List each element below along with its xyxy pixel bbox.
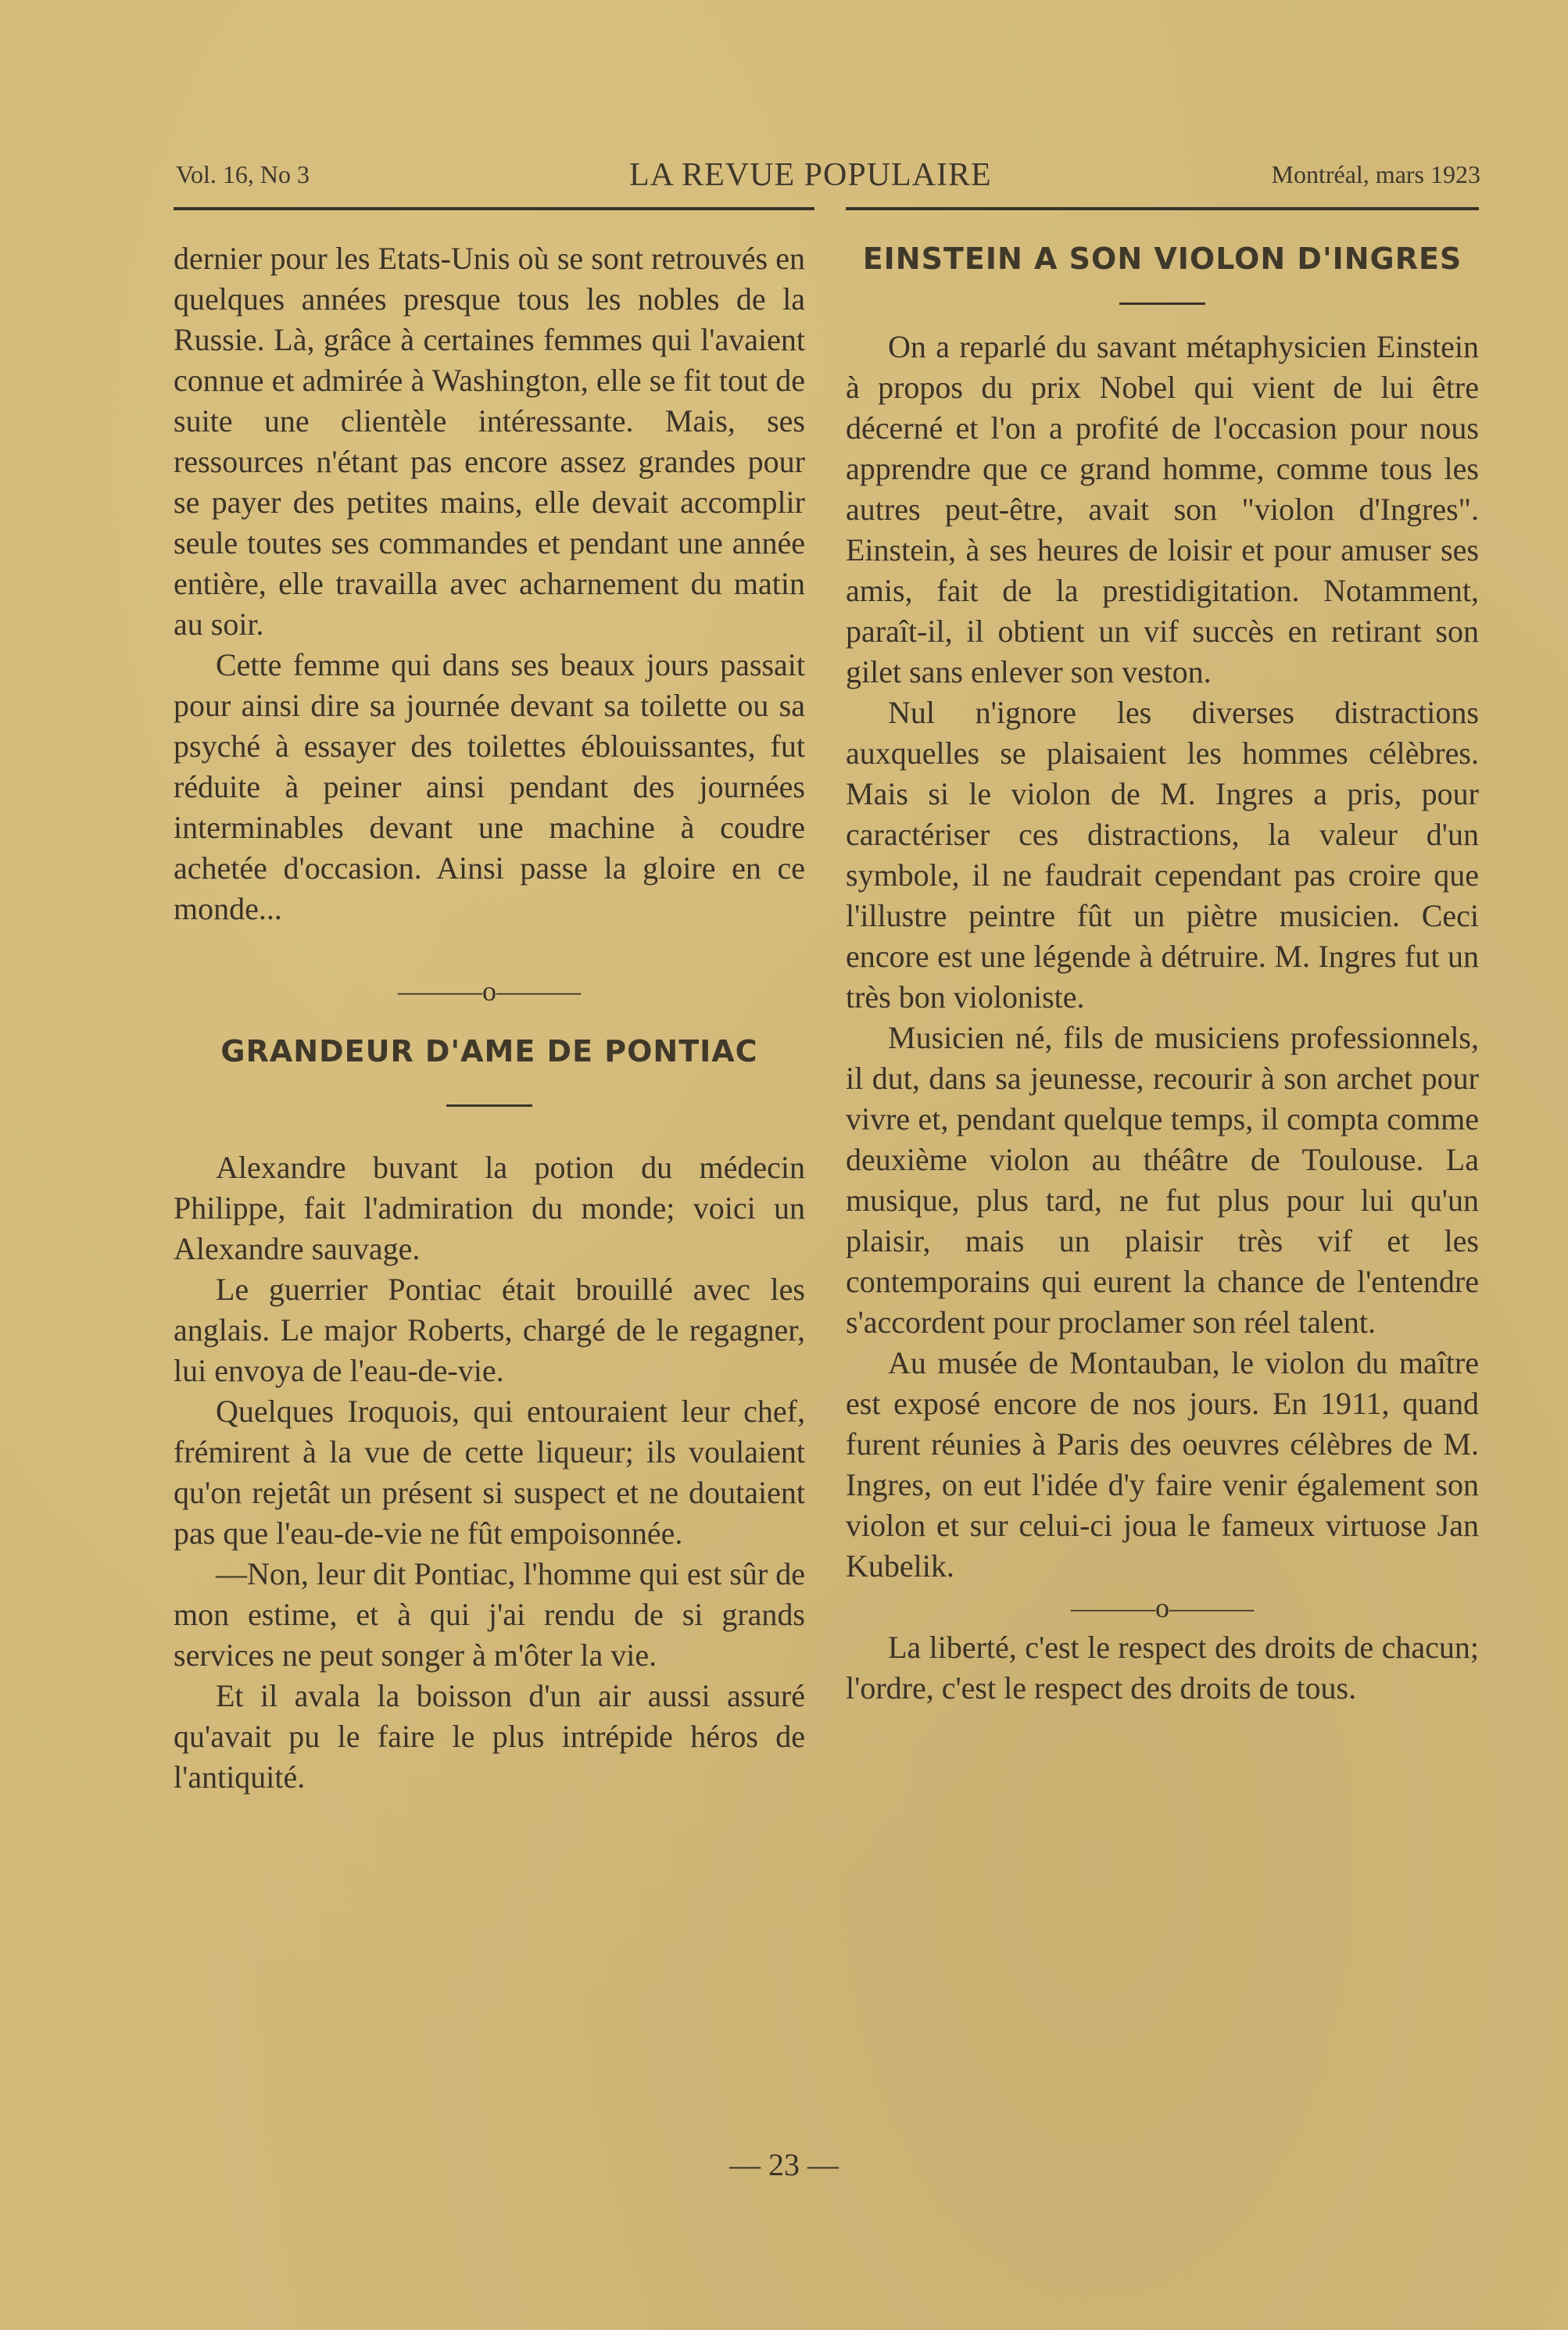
volume-number: Vol. 16, No 3: [176, 160, 310, 188]
header-rule-left: [174, 207, 814, 210]
paragraph: —Non, leur dit Pontiac, l'homme qui est sûr de mon estime, et à qui j'ai rendu de si grands services ne peut songer à m'ôter la vie.: [174, 1556, 805, 1673]
paragraph: On a reparlé du savant métaphysicien Einstein à propos du prix Nobel qui vient de lui être décerné et l'on a profité de l'occasion pour nous apprendre que ce grand homme, comme tous les autres peut-être, avait son "violon d'Ingres". Einstein, à ses heures de loisir et pour amuser ses amis, fait de la prestidigitation. Notamment, paraît-il, il obtient un vif succès en retirant son gilet sans enlever son veston.: [846, 329, 1479, 689]
paragraph: Alexandre buvant la potion du médecin Philippe, fait l'admiration du monde; voici un Alexandre sauvage.: [174, 1150, 805, 1266]
paragraph: dernier pour les Etats-Unis où se sont retrouvés en quelques années presque tous les nobles de la Russie. Là, grâce à certaines femmes qui l'avaient connue et admirée à Washington, elle se fit tout de suite une clientèle intéressante. Mais, ses ressources n'étant pas encore assez grandes pour se payer des petites mains, elle devait accomplir seule toutes ses commandes et pendant une année entière, elle travailla avec acharnement du matin au soir.: [174, 241, 805, 642]
separator-text: ———o———: [1071, 1592, 1254, 1623]
closing-quote: La liberté, c'est le respect des droits de chacun; l'ordre, c'est le respect des droits de tous.: [846, 1630, 1479, 1705]
page-number: — 23 —: [729, 2147, 839, 2182]
paragraph: Quelques Iroquois, qui entouraient leur chef, frémirent à la vue de cette liqueur; ils voulaient qu'on rejetât un présent si suspect et ne doutaient pas que l'eau-de-vie ne fût empoisonnée.: [174, 1394, 805, 1551]
article-title-pontiac: GRANDEUR D'AME DE PONTIAC: [220, 1034, 758, 1068]
paragraph: Cette femme qui dans ses beaux jours passait pour ainsi dire sa journée devant sa toilette ou sa psyché à essayer des toilettes éblouissantes, fut réduite à peiner ainsi pendant des journées interminables devant une machine à coudre achetée d'occasion. Ainsi passe la gloire en ce monde...: [174, 647, 805, 926]
issue-date: Montréal, mars 1923: [1271, 160, 1480, 188]
paragraph: Le guerrier Pontiac était brouillé avec les anglais. Le major Roberts, chargé de le regagner, lui envoya de l'eau-de-vie.: [174, 1272, 805, 1388]
publication-title: LA REVUE POPULAIRE: [629, 157, 992, 193]
separator-text: ———o———: [398, 975, 581, 1007]
right-column: [846, 238, 1479, 1709]
section-separator: [174, 970, 805, 1011]
article-title-einstein: EINSTEIN A SON VIOLON D'INGRES: [862, 242, 1462, 276]
left-column: [174, 238, 805, 1798]
paragraph: Nul n'ignore les diverses distractions auxquelles se plaisaient les hommes célèbres. Mais si le violon de M. Ingres a pris, pour caractériser ces distractions, la valeur d'un symbole, il ne faudrait cependant pas croire que l'illustre peintre fût un piètre musicien. Ceci encore est une légende à détruire. M. Ingres fut un très bon violoniste.: [846, 695, 1479, 1015]
section-separator: [846, 1587, 1479, 1627]
header-rule-right: [846, 207, 1479, 210]
paragraph: Au musée de Montauban, le violon du maître est exposé encore de nos jours. En 1911, quand furent réunies à Paris des oeuvres célèbres de M. Ingres, on eut l'idée d'y faire venir également son violon et sur celui-ci joua le fameux virtuose Jan Kubelik.: [846, 1345, 1479, 1584]
paragraph: Musicien né, fils de musiciens professionnels, il dut, dans sa jeunesse, recourir à son archet pour vivre et, pendant quelque temps, il compta comme deuxième violon au théâtre de Toulouse. La musique, plus tard, ne fut plus pour lui qu'un plaisir, mais un plaisir très vif et les contemporains qui eurent la chance de l'entendre s'accordent pour proclamer son réel talent.: [846, 1020, 1479, 1340]
paragraph: Et il avala la boisson d'un air aussi assuré qu'avait pu le faire le plus intrépide héros de l'antiquité.: [174, 1678, 805, 1795]
